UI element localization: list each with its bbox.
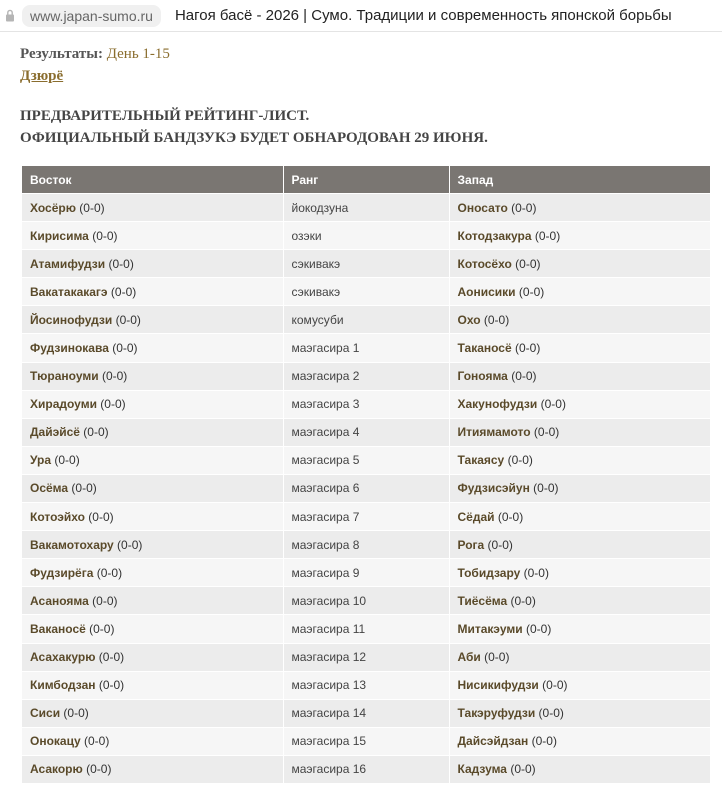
west-wrestler-record: (0-0) bbox=[538, 678, 568, 693]
banzuke-table bbox=[22, 166, 711, 783]
east-wrestler-cell bbox=[22, 278, 283, 306]
lock-icon bbox=[2, 9, 18, 22]
east-wrestler-record: (0-0) bbox=[51, 453, 80, 468]
rank-cell: озэки bbox=[283, 222, 449, 250]
west-wrestler-record: (0-0) bbox=[507, 369, 537, 384]
west-wrestler-name[interactable]: Котодзакура bbox=[457, 228, 532, 243]
east-wrestler-cell bbox=[22, 587, 283, 615]
east-wrestler-cell bbox=[22, 615, 283, 643]
east-wrestler-cell bbox=[22, 250, 283, 278]
west-wrestler-record: (0-0) bbox=[494, 509, 524, 524]
west-wrestler-record: (0-0) bbox=[522, 621, 552, 636]
west-wrestler-record: (0-0) bbox=[535, 706, 564, 721]
east-wrestler-name[interactable]: Кимбодзан bbox=[30, 678, 96, 693]
rank-cell: маэгасира 10 bbox=[283, 587, 449, 615]
west-wrestler-name[interactable]: Охо bbox=[457, 312, 481, 327]
west-wrestler-name[interactable]: Дайсэйдзан bbox=[457, 734, 529, 749]
west-wrestler-record: (0-0) bbox=[528, 734, 557, 749]
east-wrestler-cell bbox=[22, 531, 283, 559]
east-wrestler-cell bbox=[22, 559, 283, 587]
east-wrestler-record: (0-0) bbox=[82, 762, 112, 777]
west-wrestler-record: (0-0) bbox=[537, 397, 566, 412]
east-wrestler-cell bbox=[22, 306, 283, 334]
east-wrestler-cell bbox=[22, 222, 283, 250]
east-wrestler-record: (0-0) bbox=[84, 509, 114, 524]
rank-cell: маэгасира 15 bbox=[283, 727, 449, 755]
table-row bbox=[22, 699, 710, 727]
rank-cell: сэкивакэ bbox=[283, 250, 449, 278]
rank-cell: маэгасира 12 bbox=[283, 643, 449, 671]
west-wrestler-name[interactable]: Аонисики bbox=[457, 284, 516, 299]
table-row bbox=[22, 278, 710, 306]
west-wrestler-cell bbox=[449, 334, 710, 362]
west-wrestler-record: (0-0) bbox=[520, 565, 549, 580]
table-row bbox=[22, 671, 710, 699]
east-wrestler-record: (0-0) bbox=[112, 312, 141, 327]
west-wrestler-record: (0-0) bbox=[507, 593, 536, 608]
rank-cell: маэгасира 14 bbox=[283, 699, 449, 727]
table-row bbox=[22, 503, 710, 531]
west-wrestler-name[interactable]: Тобидзару bbox=[457, 565, 521, 580]
preliminary-notice bbox=[20, 105, 722, 149]
east-wrestler-cell bbox=[22, 418, 283, 446]
east-wrestler-record: (0-0) bbox=[88, 228, 118, 243]
east-wrestler-record: (0-0) bbox=[105, 256, 134, 271]
east-wrestler-name[interactable]: Кирисима bbox=[30, 228, 89, 243]
east-wrestler-name[interactable]: Хосёрю bbox=[30, 200, 76, 215]
west-wrestler-cell bbox=[449, 531, 710, 559]
west-wrestler-name[interactable]: Фудзисэйун bbox=[457, 481, 530, 496]
table-row bbox=[22, 334, 710, 362]
east-wrestler-name[interactable]: Онокацу bbox=[30, 734, 81, 749]
table-row bbox=[22, 250, 710, 278]
browser-titlebar bbox=[0, 0, 722, 32]
east-wrestler-record: (0-0) bbox=[96, 397, 126, 412]
west-wrestler-cell bbox=[449, 306, 710, 334]
table-row bbox=[22, 194, 710, 222]
west-wrestler-name[interactable]: Нисикифудзи bbox=[457, 678, 539, 693]
rank-cell: маэгасира 2 bbox=[283, 362, 449, 390]
results-days-link[interactable]: День 1-15 bbox=[106, 46, 170, 62]
east-wrestler-name[interactable]: Вакатакакагэ bbox=[30, 284, 108, 299]
east-wrestler-name[interactable]: Асанояма bbox=[30, 593, 89, 608]
west-wrestler-record: (0-0) bbox=[504, 453, 533, 468]
east-wrestler-record: (0-0) bbox=[95, 678, 125, 693]
west-wrestler-name[interactable]: Такэруфудзи bbox=[457, 706, 536, 721]
results-line bbox=[20, 44, 722, 64]
east-wrestler-record: (0-0) bbox=[88, 593, 118, 608]
east-wrestler-name[interactable]: Осёма bbox=[30, 481, 69, 496]
east-wrestler-cell bbox=[22, 446, 283, 474]
east-wrestler-name[interactable]: Котоэйхо bbox=[30, 509, 85, 524]
table-row bbox=[22, 390, 710, 418]
west-wrestler-cell bbox=[449, 474, 710, 502]
west-wrestler-cell bbox=[449, 699, 710, 727]
west-wrestler-record: (0-0) bbox=[507, 200, 537, 215]
east-wrestler-name[interactable]: Дайэйсё bbox=[30, 425, 80, 440]
header-east: Восток bbox=[22, 166, 283, 194]
table-row bbox=[22, 306, 710, 334]
east-wrestler-record: (0-0) bbox=[113, 537, 143, 552]
notice-line-2: ОФИЦИАЛЬНЫЙ БАНДЗУКЭ БУДЕТ ОБНАРОДОВАН 29 ИЮНЯ. bbox=[20, 130, 488, 146]
header-west: Запад bbox=[449, 166, 710, 194]
table-row bbox=[22, 531, 710, 559]
page-content bbox=[0, 32, 722, 783]
east-wrestler-cell bbox=[22, 362, 283, 390]
table-row bbox=[22, 559, 710, 587]
west-wrestler-record: (0-0) bbox=[480, 650, 510, 665]
table-row bbox=[22, 418, 710, 446]
west-wrestler-cell bbox=[449, 418, 710, 446]
east-wrestler-cell bbox=[22, 390, 283, 418]
east-wrestler-cell bbox=[22, 334, 283, 362]
rank-cell: маэгасира 13 bbox=[283, 671, 449, 699]
table-row bbox=[22, 587, 710, 615]
east-wrestler-record: (0-0) bbox=[85, 621, 115, 636]
east-wrestler-name[interactable]: Фудзинокава bbox=[30, 341, 109, 356]
table-header-row bbox=[22, 166, 710, 194]
west-wrestler-cell bbox=[449, 446, 710, 474]
east-wrestler-cell bbox=[22, 194, 283, 222]
table-row bbox=[22, 446, 710, 474]
east-wrestler-record: (0-0) bbox=[75, 200, 105, 215]
table-row bbox=[22, 362, 710, 390]
west-wrestler-record: (0-0) bbox=[480, 312, 510, 327]
west-wrestler-name[interactable]: Хакунофудзи bbox=[457, 397, 538, 412]
east-wrestler-name[interactable]: Хирадоуми bbox=[30, 397, 97, 412]
east-wrestler-name[interactable]: Атамифудзи bbox=[30, 256, 106, 271]
west-wrestler-cell bbox=[449, 727, 710, 755]
west-wrestler-name[interactable]: Аби bbox=[457, 650, 481, 665]
west-wrestler-cell bbox=[449, 390, 710, 418]
east-wrestler-cell bbox=[22, 699, 283, 727]
address-bar-url[interactable]: www.japan-sumo.ru bbox=[22, 5, 161, 27]
east-wrestler-record: (0-0) bbox=[79, 425, 109, 440]
east-wrestler-record: (0-0) bbox=[93, 565, 123, 580]
rank-cell: маэгасира 1 bbox=[283, 334, 449, 362]
results-label: Результаты: bbox=[20, 46, 103, 62]
east-wrestler-record: (0-0) bbox=[107, 284, 137, 299]
west-wrestler-cell bbox=[449, 559, 710, 587]
west-wrestler-cell bbox=[449, 587, 710, 615]
west-wrestler-record: (0-0) bbox=[529, 481, 559, 496]
east-wrestler-record: (0-0) bbox=[98, 369, 128, 384]
rank-cell: маэгасира 5 bbox=[283, 446, 449, 474]
east-wrestler-name[interactable]: Асахакурю bbox=[30, 650, 96, 665]
rank-cell: маэгасира 7 bbox=[283, 503, 449, 531]
west-wrestler-record: (0-0) bbox=[531, 228, 561, 243]
east-wrestler-cell bbox=[22, 727, 283, 755]
east-wrestler-record: (0-0) bbox=[68, 481, 97, 496]
table-row bbox=[22, 222, 710, 250]
table-row bbox=[22, 615, 710, 643]
east-wrestler-cell bbox=[22, 755, 283, 783]
rank-cell: маэгасира 11 bbox=[283, 615, 449, 643]
banzuke-table-body bbox=[22, 194, 710, 783]
west-wrestler-record: (0-0) bbox=[530, 425, 560, 440]
west-wrestler-record: (0-0) bbox=[511, 256, 541, 271]
rank-cell: маэгасира 6 bbox=[283, 474, 449, 502]
east-wrestler-name[interactable]: Ура bbox=[30, 453, 52, 468]
west-wrestler-name[interactable]: Рога bbox=[457, 537, 485, 552]
rank-cell: маэгасира 16 bbox=[283, 755, 449, 783]
table-row bbox=[22, 474, 710, 502]
west-wrestler-name[interactable]: Кадзума bbox=[457, 762, 507, 777]
west-wrestler-record: (0-0) bbox=[515, 284, 545, 299]
west-wrestler-name[interactable]: Таканосё bbox=[457, 341, 512, 356]
rank-cell: маэгасира 8 bbox=[283, 531, 449, 559]
rank-cell: сэкивакэ bbox=[283, 278, 449, 306]
rank-cell: комусуби bbox=[283, 306, 449, 334]
table-row bbox=[22, 727, 710, 755]
east-wrestler-name[interactable]: Сиси bbox=[30, 706, 61, 721]
east-wrestler-cell bbox=[22, 503, 283, 531]
east-wrestler-cell bbox=[22, 474, 283, 502]
west-wrestler-name[interactable]: Сёдай bbox=[457, 509, 495, 524]
rank-cell: маэгасира 4 bbox=[283, 418, 449, 446]
west-wrestler-cell bbox=[449, 222, 710, 250]
east-wrestler-name[interactable]: Вакамотохару bbox=[30, 537, 114, 552]
west-wrestler-record: (0-0) bbox=[506, 762, 536, 777]
east-wrestler-cell bbox=[22, 643, 283, 671]
west-wrestler-name[interactable]: Такаясу bbox=[457, 453, 505, 468]
rank-cell: йокодзуна bbox=[283, 194, 449, 222]
east-wrestler-record: (0-0) bbox=[60, 706, 89, 721]
division-link-juryo[interactable]: Дзюрё bbox=[20, 68, 64, 84]
east-wrestler-record: (0-0) bbox=[80, 734, 110, 749]
rank-cell: маэгасира 9 bbox=[283, 559, 449, 587]
west-wrestler-name[interactable]: Оносато bbox=[457, 200, 508, 215]
table-row bbox=[22, 755, 710, 783]
west-wrestler-name[interactable]: Гонояма bbox=[457, 369, 508, 384]
header-rank: Ранг bbox=[283, 166, 449, 194]
west-wrestler-cell bbox=[449, 194, 710, 222]
west-wrestler-cell bbox=[449, 362, 710, 390]
west-wrestler-cell bbox=[449, 615, 710, 643]
west-wrestler-cell bbox=[449, 278, 710, 306]
west-wrestler-cell bbox=[449, 250, 710, 278]
west-wrestler-record: (0-0) bbox=[511, 341, 541, 356]
west-wrestler-cell bbox=[449, 755, 710, 783]
east-wrestler-cell bbox=[22, 671, 283, 699]
west-wrestler-cell bbox=[449, 671, 710, 699]
west-wrestler-name[interactable]: Котосёхо bbox=[457, 256, 512, 271]
east-wrestler-name[interactable]: Йосинофудзи bbox=[30, 312, 113, 327]
west-wrestler-cell bbox=[449, 503, 710, 531]
east-wrestler-record: (0-0) bbox=[95, 650, 125, 665]
west-wrestler-cell bbox=[449, 643, 710, 671]
table-row bbox=[22, 643, 710, 671]
east-wrestler-name[interactable]: Тюраноуми bbox=[30, 369, 99, 384]
west-wrestler-name[interactable]: Тиёсёма bbox=[457, 593, 508, 608]
page-tab-title: Нагоя басё - 2026 | Сумо. Традиции и современность японской борьбы bbox=[174, 7, 672, 24]
rank-cell: маэгасира 3 bbox=[283, 390, 449, 418]
west-wrestler-record: (0-0) bbox=[484, 537, 513, 552]
east-wrestler-name[interactable]: Ваканосё bbox=[30, 621, 86, 636]
notice-line-1: ПРЕДВАРИТЕЛЬНЫЙ РЕЙТИНГ-ЛИСТ. bbox=[20, 108, 310, 124]
west-wrestler-name[interactable]: Итиямамото bbox=[457, 425, 531, 440]
east-wrestler-name[interactable]: Асакорю bbox=[30, 762, 83, 777]
east-wrestler-record: (0-0) bbox=[108, 341, 138, 356]
east-wrestler-name[interactable]: Фудзирёга bbox=[30, 565, 94, 580]
west-wrestler-name[interactable]: Митакэуми bbox=[457, 621, 523, 636]
